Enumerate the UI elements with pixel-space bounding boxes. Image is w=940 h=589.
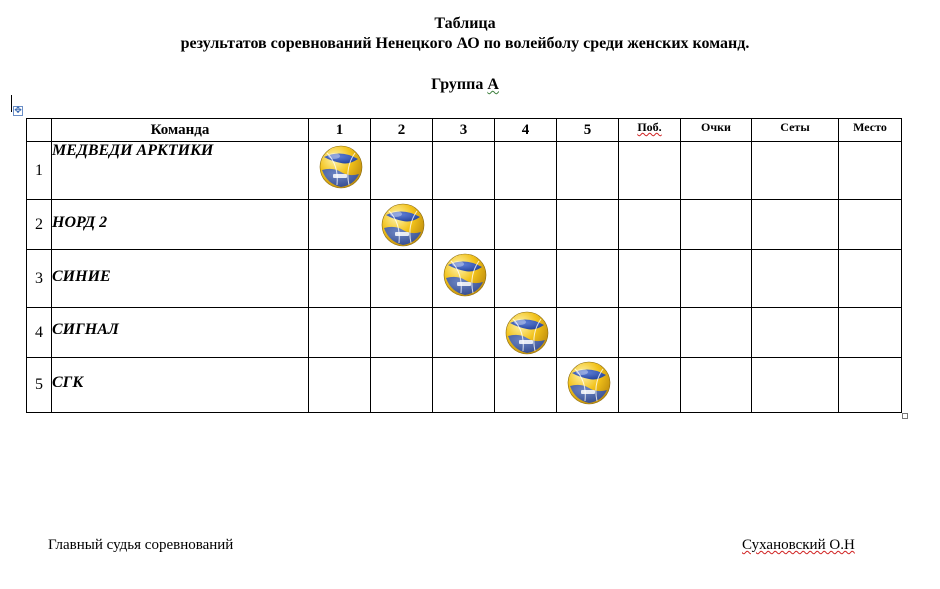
- sets-cell[interactable]: [752, 250, 839, 308]
- points-cell[interactable]: [681, 308, 752, 358]
- header-game-4[interactable]: 4: [495, 119, 557, 142]
- wins-cell[interactable]: [619, 358, 681, 413]
- table-row: [27, 308, 902, 358]
- team-name[interactable]: НОРД 2: [52, 200, 309, 250]
- score-cell[interactable]: [309, 308, 371, 358]
- row-number[interactable]: 5: [27, 358, 52, 413]
- row-number[interactable]: 4: [27, 308, 52, 358]
- sets-cell[interactable]: [752, 358, 839, 413]
- score-cell[interactable]: [309, 200, 371, 250]
- place-cell[interactable]: [839, 142, 902, 200]
- wins-cell[interactable]: [619, 250, 681, 308]
- volleyball-icon: [505, 311, 549, 355]
- header-points[interactable]: Очки: [681, 119, 752, 142]
- volleyball-icon: [319, 145, 363, 189]
- score-cell[interactable]: [309, 250, 371, 308]
- score-cell[interactable]: [433, 308, 495, 358]
- score-cell[interactable]: [557, 200, 619, 250]
- score-cell[interactable]: [557, 308, 619, 358]
- sets-cell[interactable]: [752, 200, 839, 250]
- sets-cell[interactable]: [752, 142, 839, 200]
- header-game-1[interactable]: 1: [309, 119, 371, 142]
- document-subtitle: результатов соревнований Ненецкого АО по волейболу среди женских команд.: [180, 35, 750, 52]
- header-game-3[interactable]: 3: [433, 119, 495, 142]
- score-cell[interactable]: [433, 200, 495, 250]
- table-row: [27, 358, 902, 413]
- volleyball-icon: [443, 253, 487, 297]
- score-cell[interactable]: [557, 142, 619, 200]
- team-name[interactable]: СИНИЕ: [52, 250, 309, 308]
- score-cell[interactable]: [433, 142, 495, 200]
- place-cell[interactable]: [839, 358, 902, 413]
- header-place[interactable]: Место: [839, 119, 902, 142]
- header-sets[interactable]: Сеты: [752, 119, 839, 142]
- text-cursor: [11, 95, 12, 112]
- header-wins-label: Поб.: [637, 120, 662, 134]
- score-cell[interactable]: [495, 200, 557, 250]
- points-cell[interactable]: [681, 142, 752, 200]
- score-cell[interactable]: [371, 358, 433, 413]
- header-index-cell[interactable]: [27, 119, 52, 142]
- header-game-2[interactable]: 2: [371, 119, 433, 142]
- score-cell[interactable]: [371, 250, 433, 308]
- row-number[interactable]: 3: [27, 250, 52, 308]
- sets-cell[interactable]: [752, 308, 839, 358]
- table-header-row: [27, 119, 902, 142]
- header-wins[interactable]: [619, 119, 681, 142]
- group-word: Группа: [431, 76, 484, 93]
- header-game-5[interactable]: 5: [557, 119, 619, 142]
- wins-cell[interactable]: [619, 142, 681, 200]
- team-name[interactable]: МЕДВЕДИ АРКТИКИ: [52, 142, 309, 200]
- group-letter: А: [487, 76, 499, 93]
- table-move-handle-icon[interactable]: ✥: [14, 106, 22, 116]
- diagonal-cell[interactable]: [433, 250, 495, 308]
- score-cell[interactable]: [433, 358, 495, 413]
- table-row: [27, 250, 902, 308]
- points-cell[interactable]: [681, 250, 752, 308]
- chief-judge-name: [742, 537, 855, 554]
- table-row: [27, 200, 902, 250]
- score-cell[interactable]: [371, 142, 433, 200]
- place-cell[interactable]: [839, 308, 902, 358]
- team-name[interactable]: СГК: [52, 358, 309, 413]
- score-cell[interactable]: [309, 358, 371, 413]
- team-name[interactable]: СИГНАЛ: [52, 308, 309, 358]
- table-resize-handle[interactable]: [902, 413, 908, 419]
- points-cell[interactable]: [681, 200, 752, 250]
- results-table: [26, 118, 902, 413]
- volleyball-icon: [381, 203, 425, 247]
- chief-judge-label: Главный судья соревнований: [48, 537, 234, 553]
- diagonal-cell[interactable]: [371, 200, 433, 250]
- score-cell[interactable]: [495, 358, 557, 413]
- place-cell[interactable]: [839, 250, 902, 308]
- wins-cell[interactable]: [619, 308, 681, 358]
- table-row: [27, 142, 902, 200]
- row-number[interactable]: 2: [27, 200, 52, 250]
- row-number[interactable]: 1: [27, 142, 52, 200]
- points-cell[interactable]: [681, 358, 752, 413]
- volleyball-icon: [567, 361, 611, 405]
- diagonal-cell[interactable]: [495, 308, 557, 358]
- diagonal-cell[interactable]: [309, 142, 371, 200]
- group-heading: [0, 75, 930, 95]
- score-cell[interactable]: [495, 142, 557, 200]
- document-title: Таблица: [434, 15, 496, 32]
- score-cell[interactable]: [495, 250, 557, 308]
- header-team[interactable]: Команда: [52, 119, 309, 142]
- wins-cell[interactable]: [619, 200, 681, 250]
- place-cell[interactable]: [839, 200, 902, 250]
- diagonal-cell[interactable]: [557, 358, 619, 413]
- chief-judge-surname: Сухановский О.Н: [742, 537, 855, 553]
- score-cell[interactable]: [371, 308, 433, 358]
- score-cell[interactable]: [557, 250, 619, 308]
